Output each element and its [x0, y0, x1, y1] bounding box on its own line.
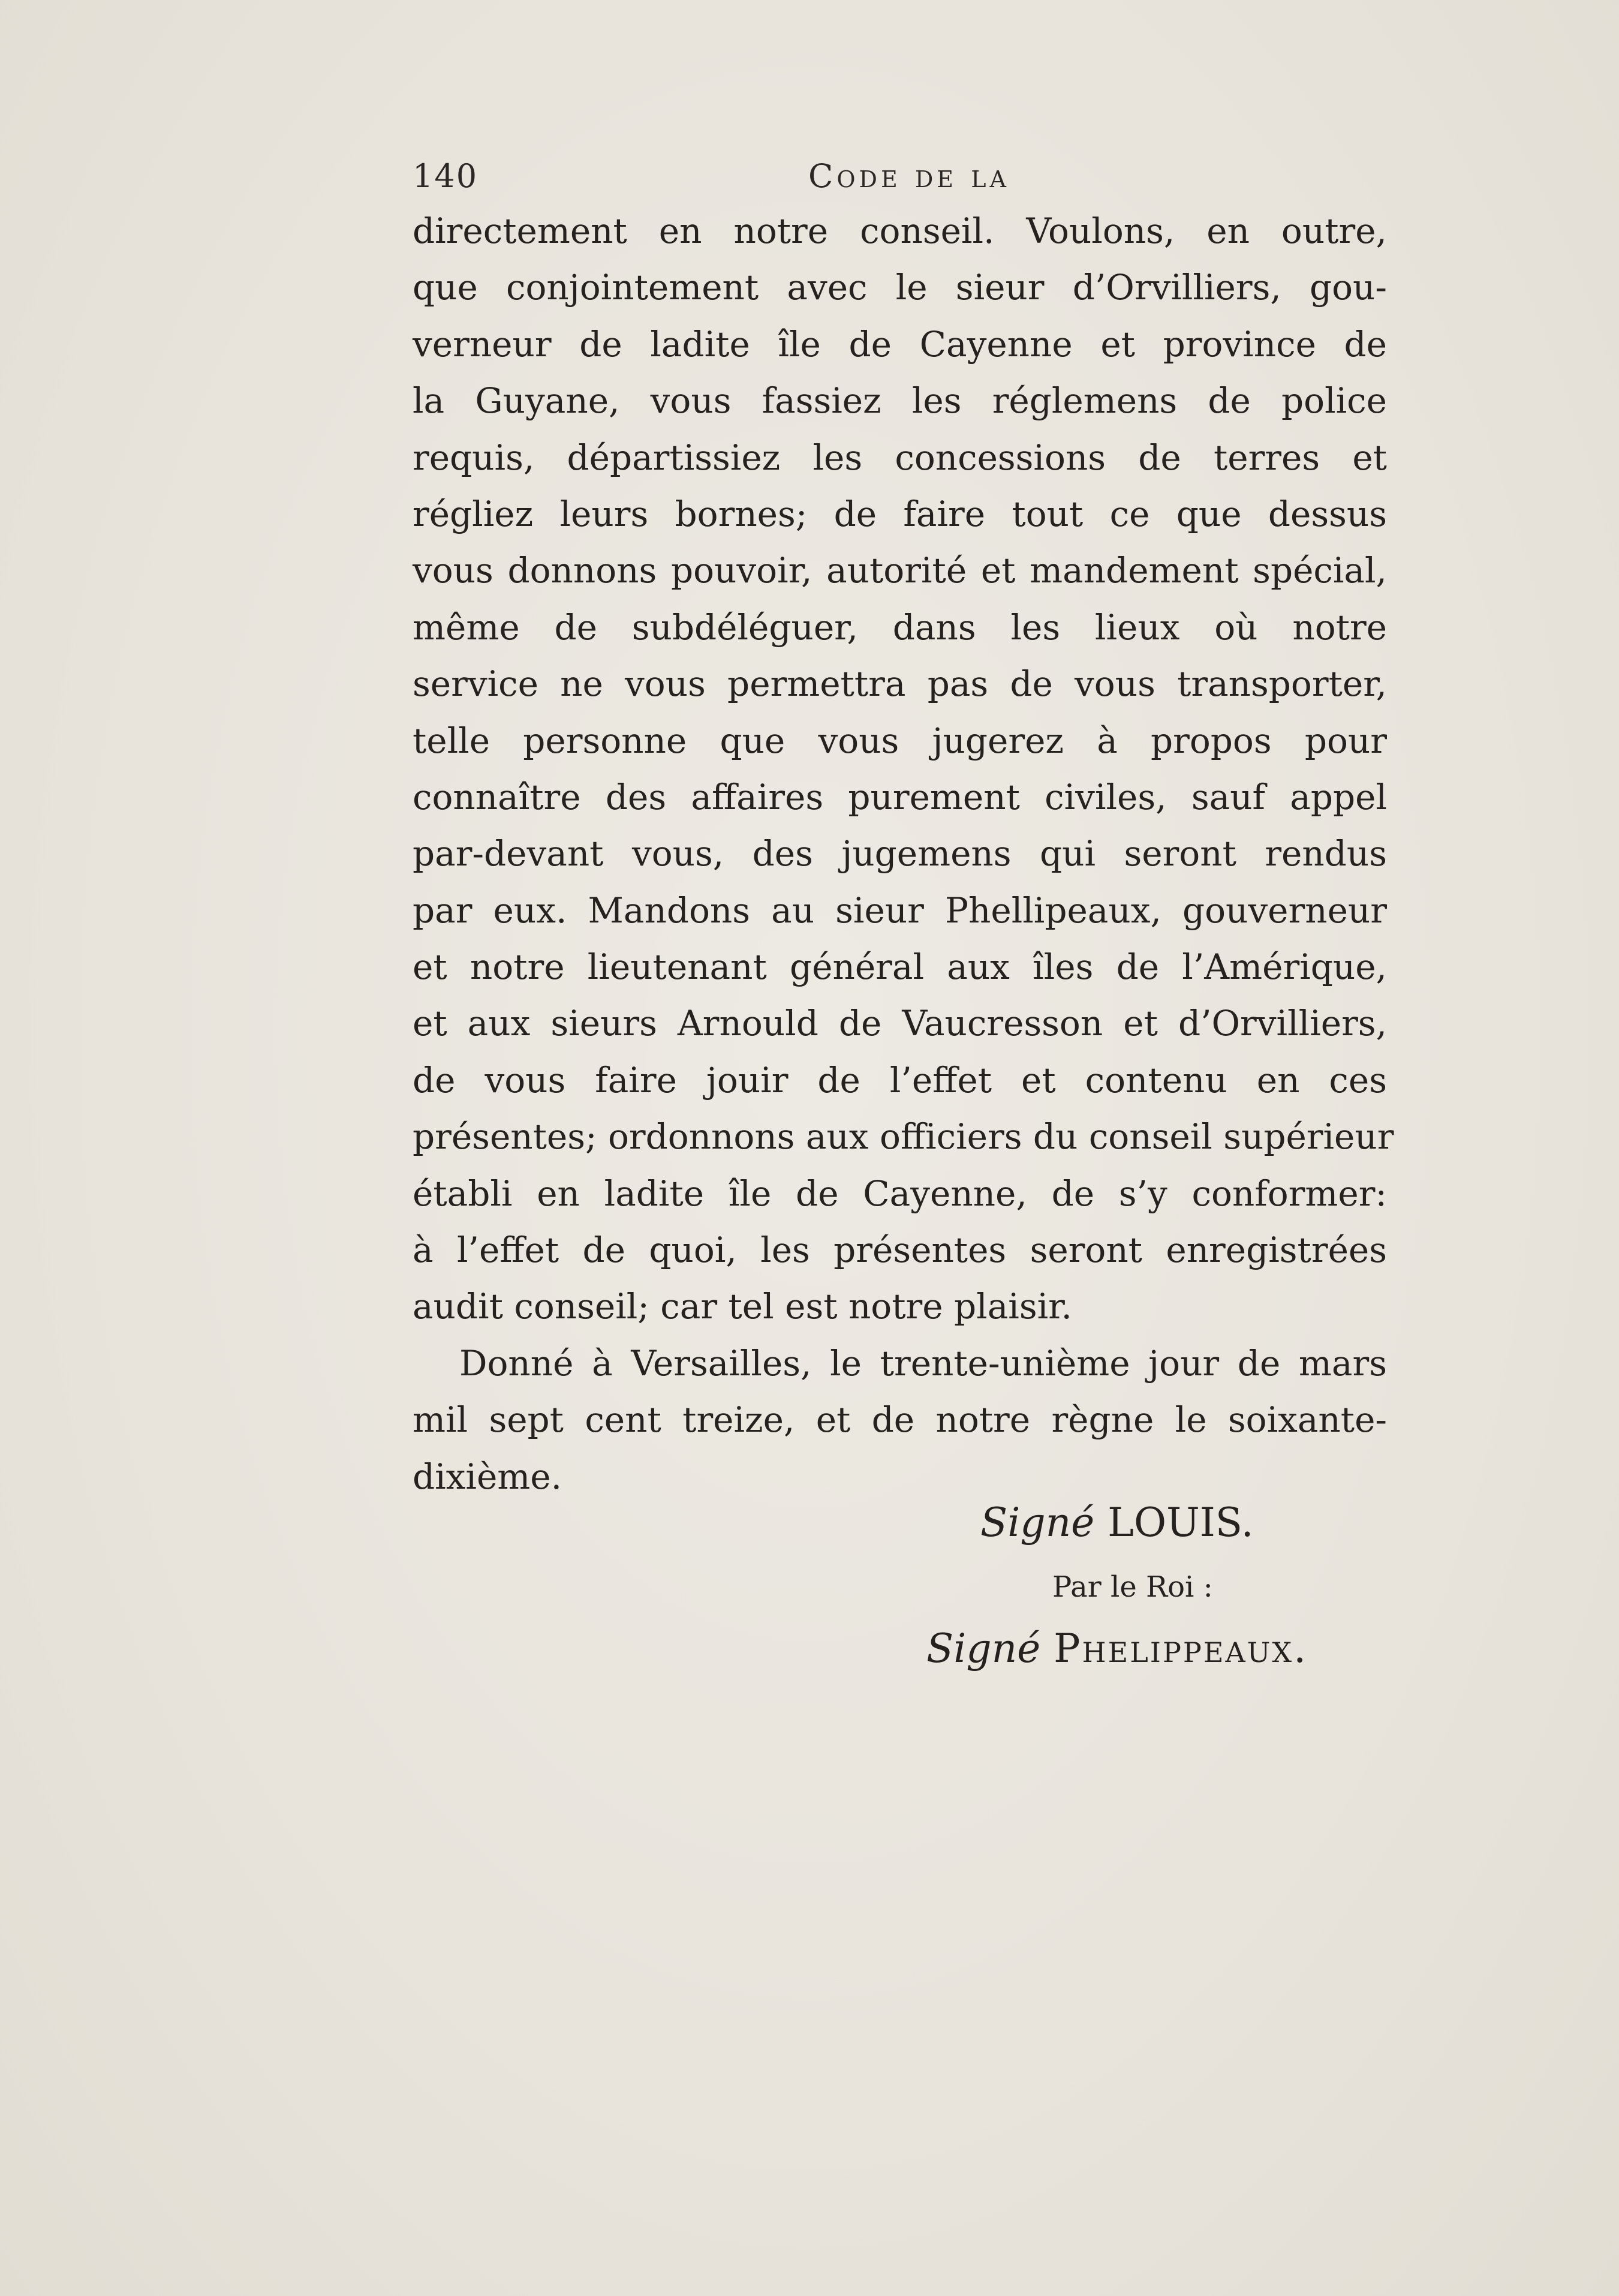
- text-line: même de subdéléguer, dans les lieux où notre: [413, 606, 1387, 648]
- running-title: Code de la: [808, 157, 1010, 195]
- king-signature: [980, 1499, 1254, 1546]
- text-line: verneur de ladite île de Cayenne et province de: [413, 323, 1387, 365]
- text-line: service ne vous permettra pas de vous transporter,: [413, 663, 1387, 705]
- minister-name: Phelippeaux.: [1054, 1625, 1308, 1672]
- body-text: [413, 203, 1394, 1505]
- text-line: que conjointement avec le sieur d’Orvilliers, gou-: [413, 267, 1387, 308]
- page-header: [413, 157, 1387, 205]
- text-line: telle personne que vous jugerez à propos pour: [413, 720, 1387, 761]
- text-line: directement en notre conseil. Voulons, en outre,: [413, 211, 1387, 251]
- text-line: dixième.: [413, 1456, 562, 1497]
- text-line: vous donnons pouvoir, autorité et mandement spécial,: [413, 550, 1387, 591]
- text-line: présentes; ordonnons aux officiers du conseil supérieur: [413, 1116, 1394, 1158]
- text-line: requis, départissiez les concessions de terres et: [413, 437, 1387, 478]
- text-line: par-devant vous, des jugemens qui seront rendus: [413, 833, 1387, 874]
- text-line: établi en ladite île de Cayenne, de s’y conformer:: [413, 1173, 1387, 1214]
- text-line: audit conseil; car tel est notre plaisir.: [413, 1286, 1072, 1327]
- page-number: 140: [413, 157, 479, 195]
- text-line: la Guyane, vous fassiez les réglemens de police: [413, 380, 1387, 422]
- text-line: mil sept cent treize, et de notre règne le soixante-: [413, 1399, 1387, 1441]
- king-name: LOUIS.: [1108, 1499, 1254, 1546]
- signed-label: Signé: [980, 1499, 1095, 1546]
- text-line: de vous faire jouir de l’effet et contenu en ces: [413, 1059, 1387, 1101]
- signed-label: Signé: [926, 1625, 1041, 1672]
- text-line: connaître des affaires purement civiles, sauf appel: [413, 776, 1387, 818]
- minister-signature: [926, 1625, 1308, 1672]
- par-le-roi: Par le Roi :: [1052, 1570, 1213, 1604]
- text-line-dated: Donné à Versailles, le trente-unième jour de mars: [459, 1342, 1387, 1384]
- text-line: régliez leurs bornes; de faire tout ce que dessus: [413, 493, 1387, 534]
- text-line: et aux sieurs Arnould de Vaucresson et d’Orvilliers,: [413, 1003, 1387, 1044]
- text-line: à l’effet de quoi, les présentes seront enregistrées: [413, 1230, 1387, 1271]
- text-line: par eux. Mandons au sieur Phellipeaux, gouverneur: [413, 889, 1387, 931]
- text-line: et notre lieutenant général aux îles de l’Amérique,: [413, 946, 1387, 988]
